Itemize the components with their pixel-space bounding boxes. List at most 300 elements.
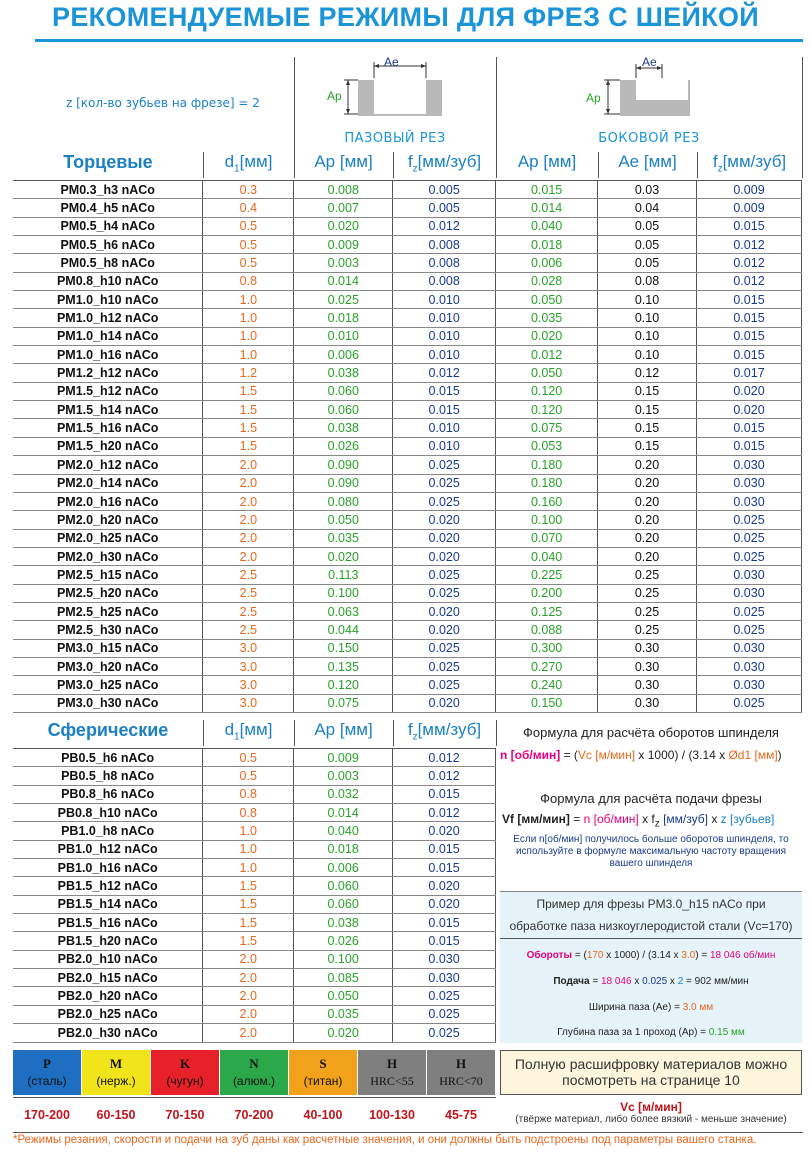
table-cell: 0.026 <box>294 437 393 455</box>
vc-info: Vc [м/мин] (твёрже материал, либо более вязкий - меньше значение) <box>515 1100 787 1125</box>
table-cell: 0.20 <box>598 511 697 529</box>
table-cell: 0.25 <box>598 566 697 584</box>
table-cell: 0.012 <box>697 236 802 254</box>
table-cell: 0.015 <box>393 382 496 400</box>
table-cell: 0.006 <box>496 254 598 272</box>
table-cell: 0.25 <box>598 584 697 602</box>
table-cell: 0.10 <box>598 291 697 309</box>
material-letter: K <box>179 1056 191 1071</box>
table-cell: 0.020 <box>393 621 496 639</box>
table-cell: 0.025 <box>697 621 802 639</box>
table-row <box>13 327 802 345</box>
tool-code: PB1.5_h20 nACo <box>13 932 203 950</box>
feed-formula: Vf [мм/мин] = n [об/мин] x $f_z$ [мм/зуб] x z [зубьев] <box>502 812 775 830</box>
table-cell: 2.0 <box>203 529 294 547</box>
teeth-count-label: z [кол-во зубьев на фрезе] = 2 <box>66 96 260 110</box>
table-cell: 0.020 <box>393 822 496 840</box>
table-cell: 0.090 <box>294 474 393 492</box>
material-name: HRC<55 <box>370 1074 414 1088</box>
table-cell: 0.012 <box>393 217 496 235</box>
divider <box>393 152 394 178</box>
table-cell: 0.15 <box>598 382 697 400</box>
table-cell: 0.10 <box>598 327 697 345</box>
divider <box>496 720 497 746</box>
table-cell: 0.015 <box>697 346 802 364</box>
table-cell: 0.8 <box>203 804 294 822</box>
side-cut-caption: БОКОВОЙ РЕЗ <box>598 131 700 146</box>
material-name: (титан) <box>303 1074 343 1088</box>
table-cell: 3.0 <box>203 694 294 712</box>
table-cell: 0.025 <box>393 657 496 675</box>
tool-code: PB0.5_h6 nACo <box>13 749 203 767</box>
material-letter: N <box>249 1056 259 1071</box>
table-cell: 0.030 <box>697 492 802 510</box>
table-cell: 0.30 <box>598 657 697 675</box>
table-row <box>13 419 802 437</box>
table-cell: 0.010 <box>393 437 496 455</box>
tool-code: PM2.0_h16 nACo <box>13 492 203 510</box>
tool-code: PM1.2_h12 nACo <box>13 364 203 382</box>
table-cell: 2.0 <box>203 511 294 529</box>
table-cell: 0.035 <box>294 529 393 547</box>
table-cell: 2.0 <box>203 474 294 492</box>
material-letter: M <box>109 1056 123 1071</box>
table-cell: 0.025 <box>393 676 496 694</box>
table-cell: 0.010 <box>393 327 496 345</box>
table-cell: 2.0 <box>203 969 294 987</box>
table-row <box>13 181 802 199</box>
material-group-5 <box>358 1050 426 1095</box>
table-cell: 0.015 <box>697 437 802 455</box>
slot-ae-label: Ae <box>384 55 399 69</box>
table-cell: 0.060 <box>294 877 393 895</box>
table-row <box>13 804 496 822</box>
tool-code: PB2.0_h25 nACo <box>13 1005 203 1023</box>
material-group-4 <box>289 1050 357 1095</box>
table-cell: 0.020 <box>294 547 393 565</box>
tool-code: PM1.0_h12 nACo <box>13 309 203 327</box>
table-cell: 0.025 <box>393 1005 496 1023</box>
divider <box>697 152 698 178</box>
material-group-3 <box>220 1050 288 1095</box>
table-cell: 1.0 <box>203 840 294 858</box>
table-cell: 0.018 <box>294 309 393 327</box>
tool-code: PM0.5_h6 nACo <box>13 236 203 254</box>
table-cell: 1.0 <box>203 291 294 309</box>
table-cell: 0.030 <box>697 456 802 474</box>
table-cell: 0.150 <box>294 639 393 657</box>
table-cell: 2.0 <box>203 1005 294 1023</box>
material-group-2 <box>151 1050 219 1095</box>
table-cell: 0.300 <box>496 639 598 657</box>
ball-mill-table <box>13 748 496 1043</box>
table-row <box>13 474 802 492</box>
table-cell: 0.012 <box>393 364 496 382</box>
divider <box>598 152 599 178</box>
table-cell: 0.009 <box>697 181 802 199</box>
divider <box>393 720 394 746</box>
table-row <box>13 895 496 913</box>
material-name: (алюм.) <box>232 1074 276 1088</box>
table-cell: 0.038 <box>294 364 393 382</box>
table-cell: 0.12 <box>598 364 697 382</box>
table-cell: 0.014 <box>496 199 598 217</box>
table-cell: 0.038 <box>294 419 393 437</box>
table-cell: 0.05 <box>598 236 697 254</box>
table-cell: 0.180 <box>496 456 598 474</box>
tool-code: PB1.5_h16 nACo <box>13 914 203 932</box>
table-cell: 0.009 <box>294 236 393 254</box>
table-row <box>13 456 802 474</box>
table-cell: 0.030 <box>697 474 802 492</box>
table-cell: 1.0 <box>203 822 294 840</box>
table-row <box>13 932 496 950</box>
table-cell: 0.032 <box>294 785 393 803</box>
table-cell: 1.0 <box>203 346 294 364</box>
table-cell: 0.200 <box>496 584 598 602</box>
table-cell: 0.120 <box>496 382 598 400</box>
table-row <box>13 785 496 803</box>
table-cell: 1.5 <box>203 914 294 932</box>
tool-code: PB2.0_h10 nACo <box>13 950 203 968</box>
table-cell: 2.0 <box>203 547 294 565</box>
table-cell: 1.2 <box>203 364 294 382</box>
table-cell: 0.040 <box>496 547 598 565</box>
table-cell: 0.120 <box>496 401 598 419</box>
table-cell: 0.008 <box>393 236 496 254</box>
table-cell: 0.028 <box>496 272 598 290</box>
table-cell: 0.020 <box>393 877 496 895</box>
divider <box>13 1132 803 1133</box>
table-cell: 0.009 <box>697 199 802 217</box>
material-name: HRC<70 <box>439 1074 483 1088</box>
table-cell: 0.025 <box>393 474 496 492</box>
table-cell: 0.113 <box>294 566 393 584</box>
face-section-title: Торцевые <box>63 152 153 172</box>
tool-code: PM1.5_h12 nACo <box>13 382 203 400</box>
fz-header: $f_z[мм/зуб]$ <box>407 152 482 175</box>
table-cell: 0.020 <box>294 217 393 235</box>
material-letter: H <box>455 1056 467 1071</box>
tool-code: PB2.0_h15 nACo <box>13 969 203 987</box>
tool-code: PM1.0_h14 nACo <box>13 327 203 345</box>
table-cell: 0.030 <box>697 639 802 657</box>
table-cell: 0.006 <box>294 859 393 877</box>
table-cell: 0.240 <box>496 676 598 694</box>
table-row <box>13 492 802 510</box>
material-vc: 100-130 <box>369 1108 415 1122</box>
table-cell: 0.15 <box>598 419 697 437</box>
table-cell: 0.025 <box>393 566 496 584</box>
example-depth: Глубина паза за 1 проход (Ap) = 0.15 мм <box>557 1027 745 1038</box>
table-row <box>13 346 802 364</box>
table-cell: 0.025 <box>393 987 496 1005</box>
table-cell: 0.020 <box>697 401 802 419</box>
tool-code: PM1.0_h10 nACo <box>13 291 203 309</box>
table-cell: 2.0 <box>203 950 294 968</box>
tool-code: PB0.5_h8 nACo <box>13 767 203 785</box>
table-cell: 0.30 <box>598 676 697 694</box>
table-cell: 0.050 <box>294 511 393 529</box>
table-cell: 0.20 <box>598 492 697 510</box>
table-row <box>13 254 802 272</box>
table-cell: 0.080 <box>294 492 393 510</box>
table-row <box>13 291 802 309</box>
tool-code: PM1.5_h14 nACo <box>13 401 203 419</box>
tool-code: PB2.0_h20 nACo <box>13 987 203 1005</box>
page-title: РЕКОМЕНДУЕМЫЕ РЕЖИМЫ ДЛЯ ФРЕЗ С ШЕЙКОЙ <box>52 2 759 32</box>
material-vc: 170-200 <box>24 1108 70 1122</box>
table-cell: 0.053 <box>496 437 598 455</box>
table-cell: 0.020 <box>393 547 496 565</box>
table-cell: 0.015 <box>697 309 802 327</box>
table-cell: 0.060 <box>294 382 393 400</box>
table-cell: 0.060 <box>294 895 393 913</box>
table-cell: 0.30 <box>598 639 697 657</box>
table-cell: 0.044 <box>294 621 393 639</box>
tool-code: PB2.0_h30 nACo <box>13 1024 203 1042</box>
table-cell: 0.014 <box>294 804 393 822</box>
table-cell: 0.015 <box>496 181 598 199</box>
table-row <box>13 639 802 657</box>
ball-fz-header: $f_z[мм/зуб]$ <box>407 720 482 743</box>
example-feed: Подача = 18 046 x 0.025 x 2 = 902 мм/мин <box>553 976 749 987</box>
table-row <box>13 859 496 877</box>
table-cell: 0.050 <box>496 291 598 309</box>
table-cell: 0.010 <box>294 327 393 345</box>
table-cell: 0.5 <box>203 217 294 235</box>
table-cell: 0.100 <box>496 511 598 529</box>
table-cell: 0.007 <box>294 199 393 217</box>
table-cell: 0.030 <box>697 676 802 694</box>
table-cell: 0.035 <box>496 309 598 327</box>
table-cell: 0.050 <box>294 987 393 1005</box>
table-cell: 0.005 <box>393 199 496 217</box>
table-row <box>13 309 802 327</box>
table-cell: 0.25 <box>598 621 697 639</box>
table-cell: 0.5 <box>203 749 294 767</box>
table-cell: 0.20 <box>598 529 697 547</box>
table-cell: 0.025 <box>697 529 802 547</box>
table-cell: 0.088 <box>496 621 598 639</box>
side-ae-label: Ae <box>642 55 657 69</box>
table-row <box>13 364 802 382</box>
table-row <box>13 437 802 455</box>
table-row <box>13 272 802 290</box>
divider <box>203 720 204 746</box>
table-row <box>13 547 802 565</box>
tool-code: PB1.0_h16 nACo <box>13 859 203 877</box>
table-cell: 2.5 <box>203 602 294 620</box>
table-cell: 0.015 <box>393 840 496 858</box>
table-cell: 0.018 <box>496 236 598 254</box>
tool-code: PM2.0_h20 nACo <box>13 511 203 529</box>
table-cell: 0.015 <box>393 785 496 803</box>
table-cell: 0.015 <box>393 932 496 950</box>
table-row <box>13 822 496 840</box>
table-row <box>13 987 496 1005</box>
table-cell: 0.025 <box>393 584 496 602</box>
ball-ap-header: Ap [мм] <box>314 720 373 739</box>
table-cell: 2.5 <box>203 621 294 639</box>
tool-code: PB1.0_h8 nACo <box>13 822 203 840</box>
d1-header: $d_1[мм]$ <box>224 152 273 175</box>
table-cell: 0.150 <box>496 694 598 712</box>
feed-formula-title: Формула для расчёта подачи фрезы <box>540 791 762 806</box>
table-cell: 0.008 <box>294 181 393 199</box>
table-cell: 1.5 <box>203 932 294 950</box>
table-cell: 0.030 <box>393 950 496 968</box>
table-cell: 0.020 <box>393 694 496 712</box>
tool-code: PM2.5_h15 nACo <box>13 566 203 584</box>
table-cell: 0.008 <box>393 272 496 290</box>
table-cell: 0.025 <box>697 547 802 565</box>
ball-d1-header: $d_1[мм]$ <box>224 720 273 743</box>
table-cell: 2.0 <box>203 456 294 474</box>
table-cell: 1.0 <box>203 327 294 345</box>
material-group-6 <box>427 1050 495 1095</box>
table-cell: 0.015 <box>393 859 496 877</box>
table-cell: 1.5 <box>203 419 294 437</box>
footnote: *Режимы резания, скорости и подачи на зуб даны как расчетные значения, и они должны быть подстроены под параметры вашего станка. <box>13 1134 757 1146</box>
table-cell: 1.5 <box>203 877 294 895</box>
table-cell: 0.090 <box>294 456 393 474</box>
table-row <box>13 566 802 584</box>
table-cell: 0.030 <box>697 566 802 584</box>
table-row <box>13 511 802 529</box>
table-cell: 2.0 <box>203 987 294 1005</box>
table-cell: 0.030 <box>697 657 802 675</box>
table-row <box>13 749 496 767</box>
tool-code: PM1.5_h20 nACo <box>13 437 203 455</box>
table-cell: 0.075 <box>496 419 598 437</box>
table-cell: 1.5 <box>203 895 294 913</box>
table-cell: 0.012 <box>697 272 802 290</box>
material-group-1 <box>82 1050 150 1095</box>
table-cell: 0.063 <box>294 602 393 620</box>
table-cell: 0.20 <box>598 456 697 474</box>
table-cell: 0.025 <box>697 694 802 712</box>
material-vc: 70-150 <box>165 1108 205 1122</box>
table-cell: 0.012 <box>393 804 496 822</box>
slot-ap-label: Ap <box>327 89 342 103</box>
ap-side-header: Ap [мм] <box>517 152 577 171</box>
table-cell: 0.018 <box>294 840 393 858</box>
tool-code: PM2.0_h25 nACo <box>13 529 203 547</box>
table-cell: 0.012 <box>393 767 496 785</box>
table-cell: 0.030 <box>393 969 496 987</box>
tool-code: PM0.4_h5 nACo <box>13 199 203 217</box>
table-cell: 3.0 <box>203 639 294 657</box>
table-cell: 0.003 <box>294 767 393 785</box>
face-mill-table <box>13 180 802 713</box>
table-cell: 0.5 <box>203 236 294 254</box>
material-name: (сталь) <box>27 1074 67 1088</box>
table-cell: 0.010 <box>393 346 496 364</box>
table-cell: 0.015 <box>393 914 496 932</box>
tool-code: PM2.0_h12 nACo <box>13 456 203 474</box>
table-cell: 0.035 <box>294 1005 393 1023</box>
material-letter: H <box>386 1056 398 1071</box>
table-cell: 0.085 <box>294 969 393 987</box>
table-cell: 0.05 <box>598 254 697 272</box>
table-row <box>13 401 802 419</box>
table-cell: 0.15 <box>598 437 697 455</box>
table-cell: 1.5 <box>203 437 294 455</box>
table-cell: 0.5 <box>203 254 294 272</box>
table-cell: 0.038 <box>294 914 393 932</box>
table-cell: 0.070 <box>496 529 598 547</box>
table-cell: 0.015 <box>393 401 496 419</box>
table-cell: 0.015 <box>697 217 802 235</box>
table-cell: 0.075 <box>294 694 393 712</box>
table-row <box>13 217 802 235</box>
table-cell: 0.4 <box>203 199 294 217</box>
table-cell: 0.025 <box>393 492 496 510</box>
material-name: (чугун) <box>166 1074 204 1088</box>
ae-side-header: Ae [мм] <box>618 152 677 171</box>
table-cell: 0.010 <box>393 309 496 327</box>
table-cell: 0.003 <box>294 254 393 272</box>
table-row <box>13 676 802 694</box>
table-row <box>13 657 802 675</box>
tool-code: PM2.5_h25 nACo <box>13 602 203 620</box>
spindle-note: Если n[об/мин] получилось больше оборотов шпинделя, то используйте в формуле максимальную частоту вращения вашего шпинделя <box>513 834 789 869</box>
table-cell: 0.05 <box>598 217 697 235</box>
tool-code: PM1.0_h16 nACo <box>13 346 203 364</box>
divider <box>13 1097 496 1098</box>
example-width: Ширина паза (Ae) = 3.0 мм <box>588 1002 714 1013</box>
table-cell: 0.10 <box>598 346 697 364</box>
table-cell: 0.25 <box>598 602 697 620</box>
table-row <box>13 914 496 932</box>
tool-code: PM0.5_h4 nACo <box>13 217 203 235</box>
table-cell: 0.025 <box>393 1024 496 1042</box>
table-cell: 0.026 <box>294 932 393 950</box>
table-cell: 1.5 <box>203 401 294 419</box>
material-letter: P <box>43 1056 51 1071</box>
tool-code: PB1.5_h14 nACo <box>13 895 203 913</box>
table-cell: 0.10 <box>598 309 697 327</box>
table-cell: 0.20 <box>598 474 697 492</box>
fz-side-header: $f_z[мм/зуб]$ <box>712 152 787 175</box>
tool-code: PM0.8_h10 nACo <box>13 272 203 290</box>
table-row <box>13 602 802 620</box>
material-vc: 60-150 <box>96 1108 136 1122</box>
table-cell: 0.020 <box>393 529 496 547</box>
table-cell: 0.020 <box>393 895 496 913</box>
table-cell: 1.5 <box>203 382 294 400</box>
divider <box>203 152 204 178</box>
tool-code: PM0.3_h3 nACo <box>13 181 203 199</box>
table-cell: 0.015 <box>697 327 802 345</box>
table-row <box>13 199 802 217</box>
table-cell: 2.0 <box>203 492 294 510</box>
material-vc: 70-200 <box>234 1108 274 1122</box>
divider <box>294 720 295 746</box>
table-cell: 0.025 <box>697 602 802 620</box>
tool-code: PM2.5_h30 nACo <box>13 621 203 639</box>
tool-code: PM0.5_h8 nACo <box>13 254 203 272</box>
speed-formula-title: Формула для расчёта оборотов шпинделя <box>523 725 779 740</box>
table-cell: 0.125 <box>496 602 598 620</box>
table-cell: 0.025 <box>393 456 496 474</box>
table-cell: 2.5 <box>203 584 294 602</box>
tool-code: PM2.0_h14 nACo <box>13 474 203 492</box>
table-cell: 3.0 <box>203 657 294 675</box>
table-row <box>13 236 802 254</box>
table-cell: 0.015 <box>697 291 802 309</box>
